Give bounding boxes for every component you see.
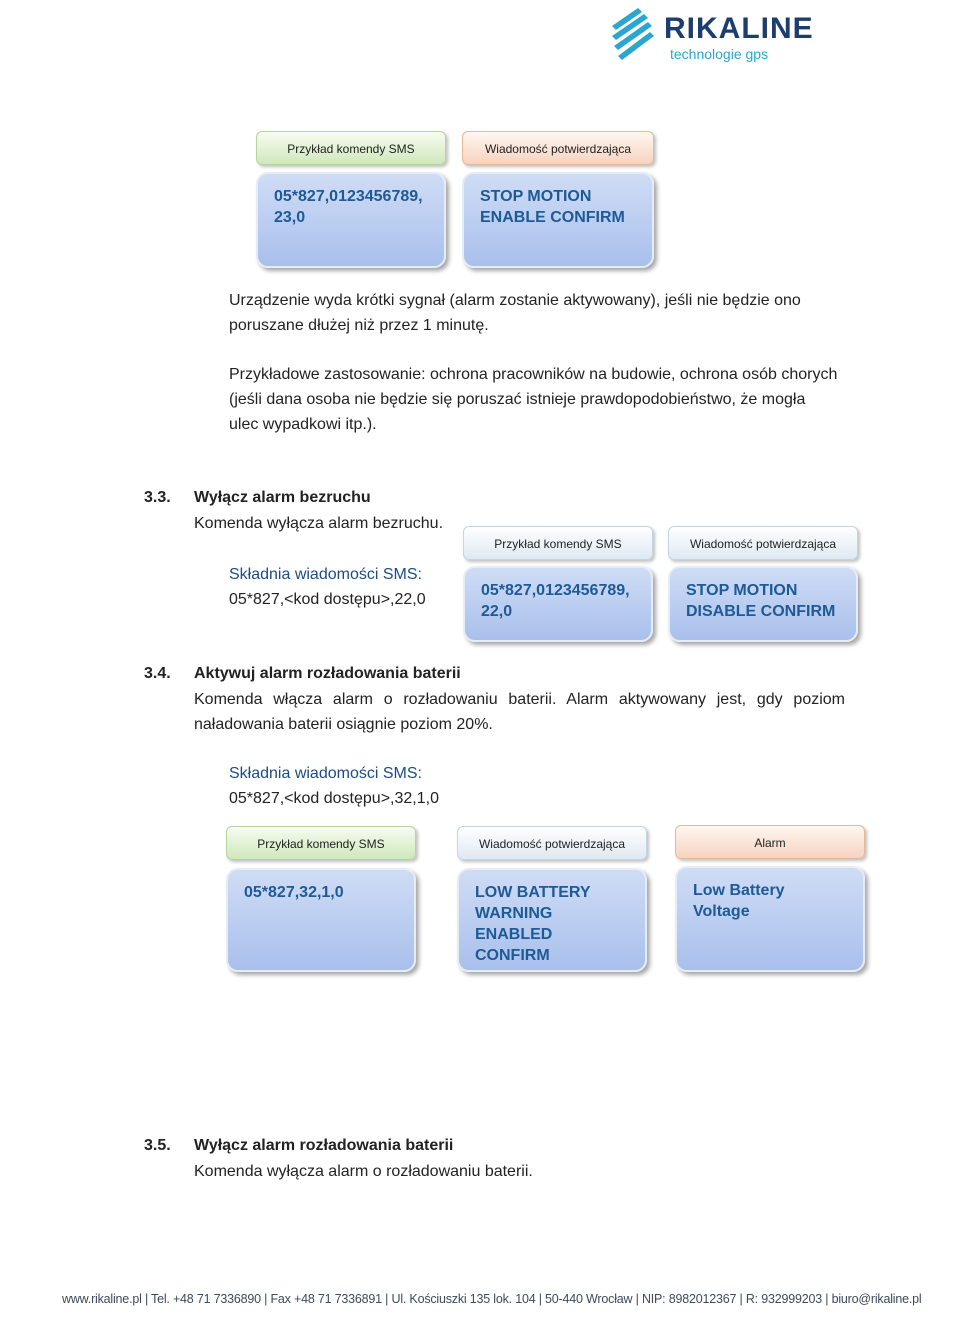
confirmation-box: STOP MOTION ENABLE CONFIRM — [462, 172, 654, 268]
sms-example-box: 05*827,0123456789, 22,0 — [463, 566, 653, 642]
syntax-label: Składnia wiadomości SMS: — [229, 765, 422, 782]
tab-confirmation: Wiadomość potwierdzająca — [462, 131, 654, 165]
tab-sms-example: Przykład komendy SMS — [463, 526, 653, 560]
section-description: Komenda wyłącza alarm bezruchu. — [194, 515, 444, 532]
section-description: Komenda włącza alarm o rozładowaniu baterii. Alarm aktywowany jest, gdy poziom naładowania baterii osiągnie poziom 20%. — [194, 691, 845, 733]
sms-example-box: 05*827,0123456789, 23,0 — [256, 172, 446, 268]
logo-tagline: technologie gps — [670, 46, 769, 62]
alarm-box: Low Battery Voltage — [675, 866, 865, 972]
syntax-value: 05*827,<kod dostępu>,32,1,0 — [229, 790, 439, 807]
section-title: Wyłącz alarm rozładowania baterii — [194, 1137, 454, 1154]
tab-sms-example: Przykład komendy SMS — [226, 826, 416, 860]
section-number: 3.4. — [144, 665, 171, 682]
tab-confirmation: Wiadomość potwierdzająca — [668, 526, 858, 560]
footer-contact: www.rikaline.pl | Tel. +48 71 7336890 | Fax +48 71 7336891 | Ul. Kościuszki 135 lok. 104 | 50-440 Wrocław | NIP: 8982012367 | R: 932999203 | biuro@rikaline.pl — [62, 1292, 922, 1306]
section-title: Aktywuj alarm rozładowania baterii — [194, 665, 461, 682]
tab-alarm: Alarm — [675, 825, 865, 859]
section-title: Wyłącz alarm bezruchu — [194, 489, 371, 506]
logo-name: RIKALINE — [664, 12, 814, 45]
paragraph-motion-alarm: Urządzenie wyda krótki sygnał (alarm zostanie aktywowany), jeśli nie będzie ono poruszane dłużej niż przez 1 minutę. — [229, 292, 801, 334]
section-number: 3.3. — [144, 489, 171, 506]
confirmation-box: LOW BATTERY WARNING ENABLED CONFIRM — [457, 868, 647, 972]
confirmation-box: STOP MOTION DISABLE CONFIRM — [668, 566, 858, 642]
tab-confirmation: Wiadomość potwierdzająca — [457, 826, 647, 860]
section-description: Komenda wyłącza alarm o rozładowaniu baterii. — [194, 1163, 533, 1180]
rikaline-logo-icon — [608, 4, 656, 60]
section-number: 3.5. — [144, 1137, 171, 1154]
syntax-value: 05*827,<kod dostępu>,22,0 — [229, 591, 426, 608]
syntax-label: Składnia wiadomości SMS: — [229, 566, 422, 583]
tab-sms-example: Przykład komendy SMS — [256, 131, 446, 165]
sms-example-box: 05*827,32,1,0 — [226, 868, 416, 972]
paragraph-usage-example: Przykładowe zastosowanie: ochrona pracowników na budowie, ochrona osób chorych (jeśli dana osoba nie będzie się poruszać istnieje prawdopodobieństwo, że mogła ulec wypadkowi itp.). — [229, 366, 838, 433]
